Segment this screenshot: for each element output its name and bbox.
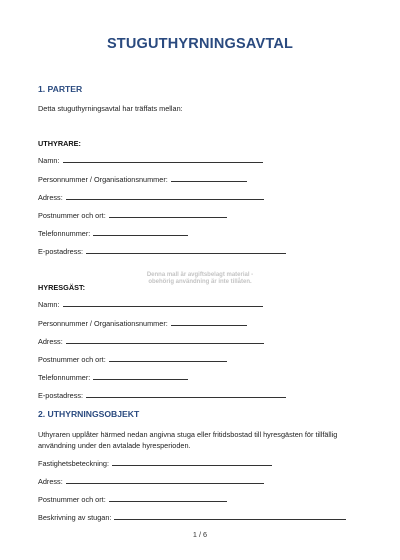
landlord-email-field[interactable]: [38, 246, 286, 256]
field-label: Namn:: [38, 156, 60, 165]
field-line: [66, 342, 264, 344]
landlord-id-field[interactable]: [38, 174, 247, 184]
landlord-phone-field[interactable]: [38, 228, 188, 238]
field-label: Beskrivning av stugan:: [38, 513, 112, 522]
field-label: Fastighetsbeteckning:: [38, 459, 109, 468]
tenant-id-field[interactable]: [38, 318, 247, 328]
field-line: [66, 198, 264, 200]
property-designation-field[interactable]: [38, 458, 272, 468]
section-2-text: Uthyraren upplåter härmed nedan angivna stuga eller fritidsbostad till hyresgästen för tillfällig användning under den avtalade hyresperioden.: [38, 430, 338, 450]
section-1-heading: 1. PARTER: [38, 84, 83, 94]
field-label: Adress:: [38, 477, 63, 486]
field-label: Personnummer / Organisationsnummer:: [38, 175, 168, 184]
field-line: [93, 234, 188, 236]
tenant-phone-field[interactable]: [38, 372, 188, 382]
field-label: Postnummer och ort:: [38, 211, 106, 220]
field-line: [109, 216, 227, 218]
watermark-notice-line2: obehörig användning är inte tillåten.: [148, 279, 252, 285]
field-line: [171, 324, 247, 326]
landlord-address-field[interactable]: [38, 192, 264, 202]
field-label: Namn:: [38, 300, 60, 309]
field-label: Adress:: [38, 337, 63, 346]
property-address-field[interactable]: [38, 476, 264, 486]
section-2-heading: 2. UTHYRNINGSOBJEKT: [38, 409, 140, 419]
watermark-notice-line1: Denna mall är avgiftsbelagt material -: [146, 272, 254, 278]
field-line: [93, 378, 188, 380]
landlord-postal-field[interactable]: [38, 210, 227, 220]
field-label: Telefonnummer:: [38, 373, 91, 382]
tenant-postal-field[interactable]: [38, 354, 227, 364]
tenant-heading: HYRESGÄST:: [38, 283, 86, 292]
tenant-address-field[interactable]: [38, 336, 264, 346]
field-label: Postnummer och ort:: [38, 495, 106, 504]
field-line: [86, 252, 286, 254]
watermark-notice: [120, 272, 280, 286]
field-label: Personnummer / Organisationsnummer:: [38, 319, 168, 328]
field-line: [66, 482, 264, 484]
section-1-intro: Detta stuguthyrningsavtal har träffats mellan:: [38, 104, 183, 113]
field-line: [86, 396, 286, 398]
field-line: [63, 161, 263, 163]
field-label: E-postadress:: [38, 391, 84, 400]
field-line: [109, 360, 227, 362]
field-line: [171, 180, 247, 182]
landlord-heading: UTHYRARE:: [38, 139, 81, 148]
field-label: Telefonnummer:: [38, 229, 91, 238]
property-postal-field[interactable]: [38, 494, 227, 504]
landlord-name-field[interactable]: [38, 155, 263, 165]
field-label: Postnummer och ort:: [38, 355, 106, 364]
field-line: [112, 464, 272, 466]
field-line: [63, 305, 263, 307]
tenant-name-field[interactable]: [38, 299, 263, 309]
field-line: [109, 500, 227, 502]
page-number: 1 / 6: [192, 530, 208, 539]
field-label: E-postadress:: [38, 247, 84, 256]
document-title: STUGUTHYRNINGSAVTAL: [106, 36, 294, 52]
field-label: Adress:: [38, 193, 63, 202]
field-line: [114, 518, 346, 520]
property-description-field[interactable]: [38, 512, 346, 522]
tenant-email-field[interactable]: [38, 390, 286, 400]
